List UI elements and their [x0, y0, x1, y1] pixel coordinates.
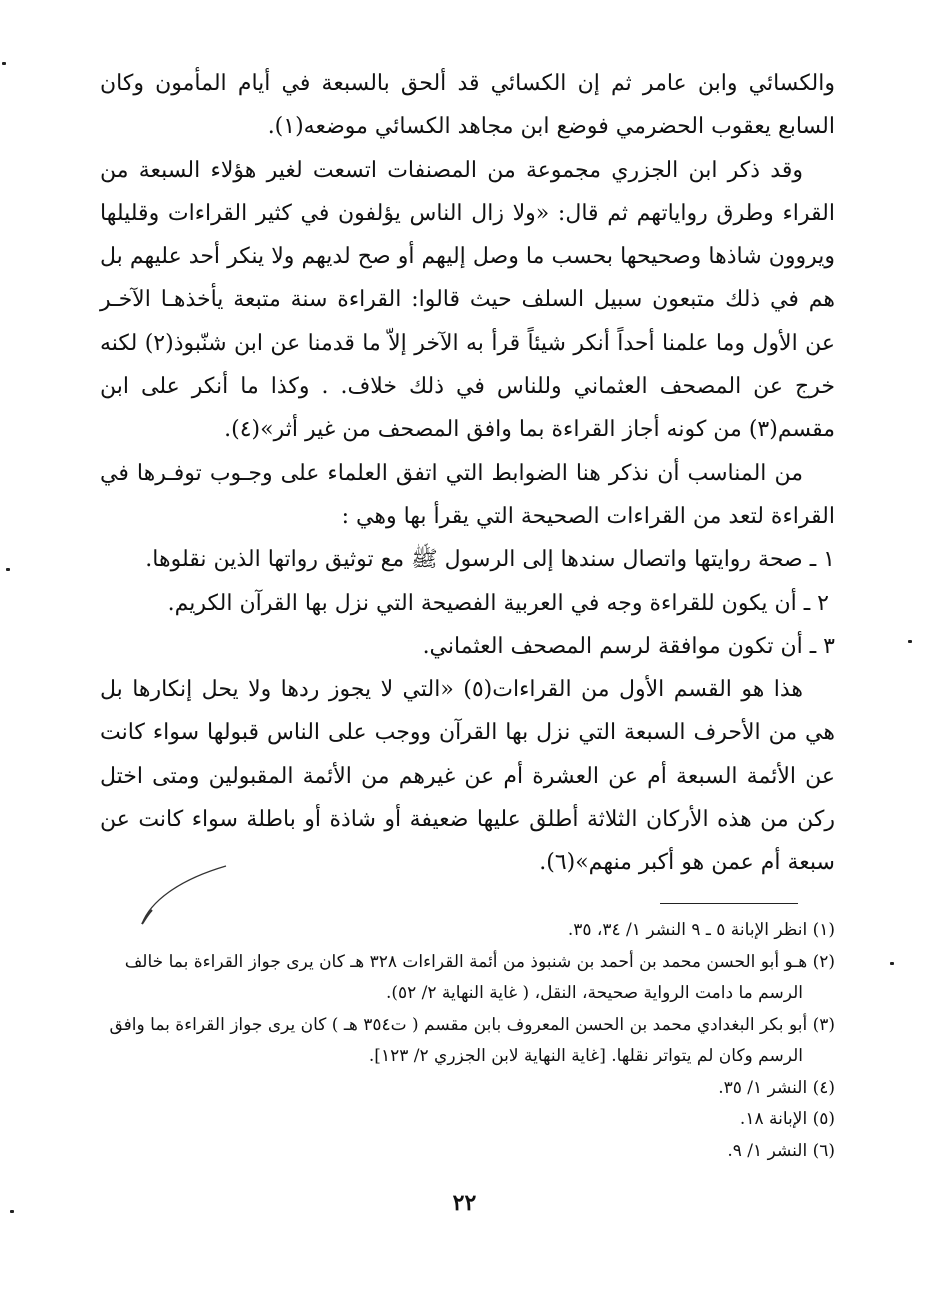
- footnote-text: (١) انظر الإبانة ٥ ـ ٩ النشر ١/ ٣٤، ٣٥.: [567, 920, 835, 940]
- paragraph-2: وقد ذكر ابن الجزري مجموعة من المصنفات اتسعت لغير هؤلاء السبعة من القراء وطرق رواياتهم ثم قال: «ولا زال الناس يؤلفون في كثير القراءات وقليلها ويروون شاذها وصحيحها بحسب ما وصل إليهم أو صح لديهم ولا ينكر أحد عليهم بل هم في ذلك متبعون سبيل السلف حيث قالوا: القراءة سنة متبعة يأخذهـا الآخـر عن الأول وما علمنا أحداً أنكر شيئاً قرأ به الآخر إلاّ ما قدمنا عن ابن شنّبوذ(٢) لكنه خرج عن المصحف العثماني وللناس في ذلك خلاف. . وكذا ما أنكر على ابن مقسم(٣) من كونه أجاز القراءة بما وافق المصحف من غير أثر»(٤).: [100, 157, 835, 443]
- footnote-text: (٣) أبو بكر البغدادي محمد بن الحسن المعروف بابن مقسم ( ت٣٥٤ هـ ) كان يرى جواز القراءة بما وافق: [109, 1014, 835, 1035]
- scan-speck: [2, 62, 6, 65]
- scan-speck: [908, 640, 912, 643]
- criteria-item-2: ٢ ـ أن يكون للقراءة وجه في العربية الفصيحة التي نزل بها القرآن الكريم.: [167, 590, 829, 616]
- footnotes: [100, 915, 835, 1167]
- scan-speck: [890, 962, 894, 965]
- footnote-text: (٦) النشر ١/ ٩.: [727, 1140, 835, 1161]
- footnote-4: [100, 1073, 835, 1105]
- footnote-3: [100, 1010, 835, 1073]
- page-number: ٢٢: [452, 1190, 477, 1216]
- footnote-1: [100, 915, 835, 947]
- scan-speck: [10, 1210, 14, 1213]
- criteria-item-1: ١ ـ صحة روايتها واتصال سندها إلى الرسول ﷺ مع توثيق رواتها الذين نقلوها.: [145, 547, 835, 573]
- footnote-continuation: الرسم وكان لم يتواتر نقلها. [غاية النهاية لابن الجزري ٢/ ١٢٣].: [368, 1046, 803, 1066]
- footnote-divider: [660, 903, 798, 904]
- footnote-text: (٤) النشر ١/ ٣٥.: [718, 1077, 835, 1098]
- footnote-continuation: الرسم ما دامت الرواية صحيحة، النقل، ( غاية النهاية ٢/ ٥٢).: [385, 983, 803, 1003]
- footnote-text: (٥) الإبانة ١٨.: [739, 1109, 835, 1129]
- footnote-text: (٢) هـو أبو الحسن محمد بن أحمد بن شنبوذ من أئمة القراءات ٣٢٨ هـ كان يرى جواز القراءة بما خالف: [124, 951, 835, 972]
- paragraph-closing: هذا هو القسم الأول من القراءات(٥) «التي لا يجوز ردها ولا يحل إنكارها بل هي من الأحرف السبعة التي نزل بها القرآن ووجب على الناس قبولها سواء كانت عن الأئمة السبعة أم عن العشرة أم عن غيرهم من الأئمة المقبولين ومتى اختل ركن من هذه الأركان الثلاثة أطلق عليها ضعيفة أو شاذة أو باطلة سواء كانت عن سبعة أم عمن هو أكبر منهم»(٦).: [100, 677, 835, 876]
- footnote-2: [100, 947, 835, 1010]
- footnote-5: [100, 1104, 835, 1136]
- scan-speck: [6, 568, 10, 571]
- paragraph-1: والكسائي وابن عامر ثم إن الكسائي قد ألحق بالسبعة في أيام المأمون وكان السابع يعقوب الحضرمي فوضع ابن مجاهد الكسائي موضعه(١).: [100, 71, 835, 140]
- criteria-item-3: ٣ ـ أن تكون موافقة لرسم المصحف العثماني.: [422, 633, 835, 659]
- paragraph-3: من المناسب أن نذكر هنا الضوابط التي اتفق العلماء على وجـوب توفـرها في القراءة لتعد من القراءات الصحيحة التي يقرأ بها وهي :: [100, 460, 835, 529]
- main-text: [100, 62, 835, 885]
- footnote-6: [100, 1136, 835, 1168]
